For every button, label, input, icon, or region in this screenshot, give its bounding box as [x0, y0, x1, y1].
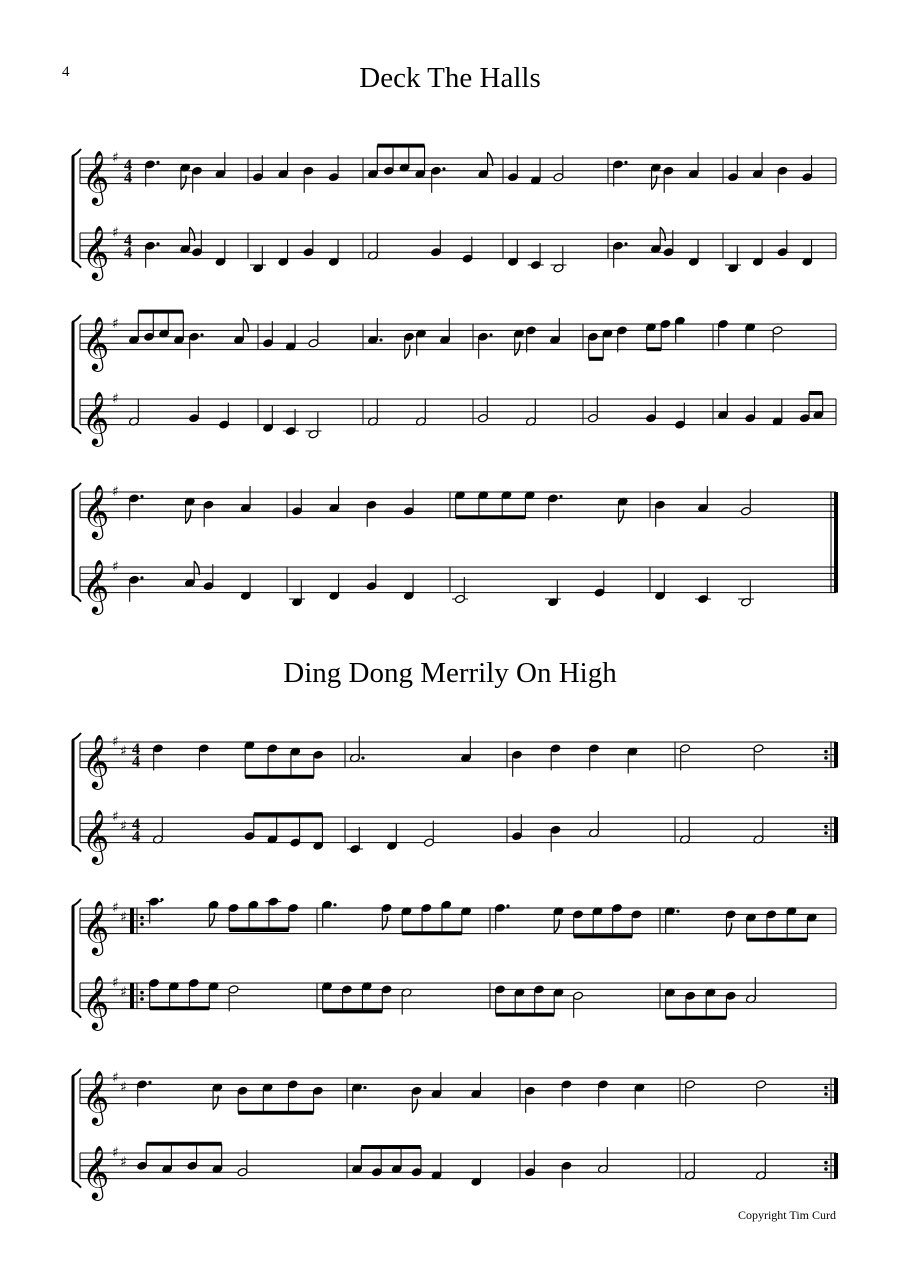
key-sharp: ♯ [112, 484, 119, 500]
note-dot [506, 904, 509, 907]
system-bracket [72, 1011, 81, 1018]
note-flag [652, 176, 657, 190]
repeat-dot [824, 831, 828, 835]
note-flag [382, 916, 387, 930]
key-sharp: ♯ [120, 1079, 127, 1096]
treble-clef: 𝄞 [82, 974, 110, 1029]
key-sharp: ♯ [120, 1154, 127, 1171]
treble-clef: 𝄞 [82, 390, 110, 445]
system-bracket [72, 845, 81, 852]
key-sharp: ♯ [112, 900, 119, 916]
note-dot [379, 338, 382, 341]
key-sharp: ♯ [112, 809, 119, 825]
repeat-dot [824, 750, 828, 754]
note-flag [412, 1099, 417, 1113]
repeat-dot [140, 922, 144, 926]
note-dot [140, 576, 143, 579]
staff [80, 484, 836, 540]
note-flag [726, 922, 731, 936]
key-sharp: ♯ [112, 975, 119, 991]
note-flag [181, 176, 186, 190]
key-sharp: ♯ [120, 909, 127, 926]
system-bracket [72, 261, 81, 268]
key-sharp: ♯ [120, 743, 127, 760]
staff [80, 559, 836, 615]
repeat-dot [140, 997, 144, 1001]
staff [80, 809, 836, 865]
key-sharp: ♯ [112, 316, 119, 332]
time-signature-bottom: 4 [124, 169, 132, 187]
note-dot [624, 242, 627, 245]
key-sharp: ♯ [112, 734, 119, 750]
note-dot [148, 1081, 151, 1084]
key-sharp: ♯ [120, 984, 127, 1001]
time-signature-top: 4 [132, 815, 140, 833]
time-signature-bottom: 4 [132, 753, 140, 771]
system-bracket [72, 595, 81, 602]
staff [80, 1070, 836, 1126]
note-dot [156, 161, 159, 164]
repeat-dot [824, 756, 828, 760]
time-signature-top: 4 [124, 231, 132, 249]
repeat-dot [824, 1086, 828, 1090]
key-sharp: ♯ [112, 1070, 119, 1086]
staff [80, 900, 836, 956]
note-dot [140, 495, 143, 498]
note-dot [676, 910, 679, 913]
treble-clef: 𝄞 [82, 558, 110, 613]
key-sharp: ♯ [112, 391, 119, 407]
treble-clef: 𝄞 [82, 899, 110, 954]
note-dot [361, 756, 364, 759]
treble-clef: 𝄞 [82, 483, 110, 538]
repeat-dot [824, 1092, 828, 1096]
key-sharp: ♯ [112, 225, 119, 241]
staff [80, 1145, 836, 1201]
repeat-dot [140, 916, 144, 920]
system-bracket [72, 1181, 81, 1188]
staff [80, 734, 836, 790]
system-bracket [72, 1069, 81, 1076]
note-dot [333, 903, 336, 906]
note-dot [200, 333, 203, 336]
key-sharp: ♯ [112, 1145, 119, 1161]
treble-clef: 𝄞 [82, 1069, 110, 1124]
treble-clef: 𝄞 [82, 808, 110, 863]
system-bracket [72, 483, 81, 490]
treble-clef: 𝄞 [82, 315, 110, 370]
system-bracket [72, 149, 81, 156]
repeat-dot [824, 1161, 828, 1165]
note-flag [405, 345, 410, 359]
page-number: 4 [62, 64, 70, 80]
note-dot [489, 333, 492, 336]
treble-clef: 𝄞 [82, 224, 110, 279]
note-dot [363, 1086, 366, 1089]
song-title-ding-dong: Ding Dong Merrily On High [283, 657, 617, 689]
key-sharp: ♯ [112, 150, 119, 166]
key-sharp: ♯ [120, 818, 127, 835]
copyright-notice: Copyright Tim Curd [737, 1208, 836, 1222]
note-dot [559, 495, 562, 498]
time-signature-top: 4 [124, 156, 132, 174]
note-dot [156, 242, 159, 245]
time-signature-top: 4 [132, 740, 140, 758]
treble-clef: 𝄞 [82, 149, 110, 204]
treble-clef: 𝄞 [82, 1144, 110, 1199]
note-dot [442, 167, 445, 170]
treble-clef: 𝄞 [82, 733, 110, 788]
time-signature-bottom: 4 [124, 244, 132, 262]
repeat-dot [824, 825, 828, 829]
note-dot [160, 898, 163, 901]
time-signature-bottom: 4 [132, 828, 140, 846]
repeat-dot [824, 1167, 828, 1171]
system-bracket [72, 899, 81, 906]
note-dot [624, 161, 627, 164]
system-bracket [72, 733, 81, 740]
repeat-dot [140, 991, 144, 995]
system-bracket [72, 427, 81, 434]
song-title-deck-the-halls: Deck The Halls [359, 62, 541, 94]
system-bracket [72, 315, 81, 322]
key-sharp: ♯ [112, 559, 119, 575]
